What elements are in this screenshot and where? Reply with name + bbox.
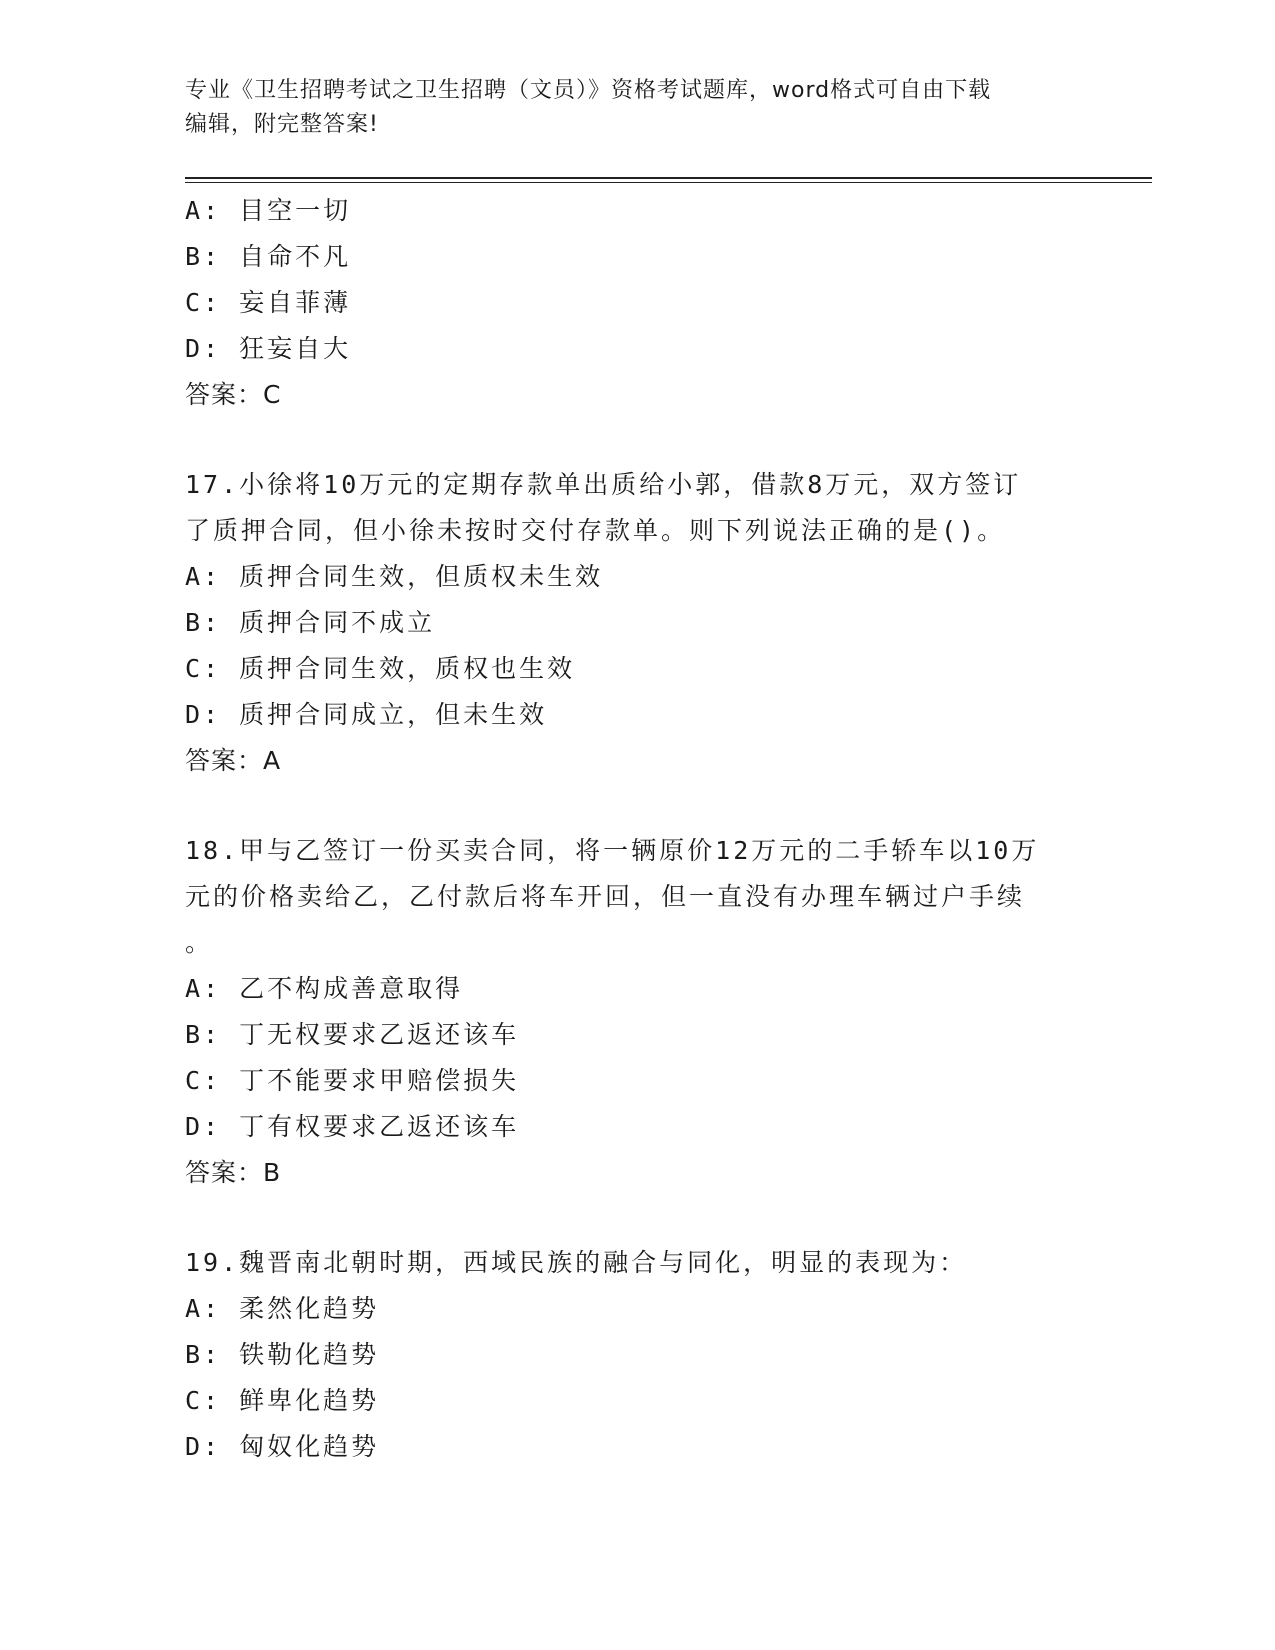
option-c: C: 质押合同生效，质权也生效: [185, 654, 576, 683]
option-c: C: 丁不能要求甲赔偿损失: [185, 1066, 520, 1095]
question-17: [185, 462, 1085, 784]
answer: 答案：B: [185, 1158, 282, 1187]
question-list: [185, 188, 1085, 1470]
document-header: [185, 74, 1085, 142]
option-b: B: 丁无权要求乙返还该车: [185, 1020, 520, 1049]
option-a: A: 柔然化趋势: [185, 1294, 380, 1323]
option-b: B: 铁勒化趋势: [185, 1340, 380, 1369]
question-text-line: 。: [185, 928, 214, 957]
answer: 答案：A: [185, 746, 282, 775]
question-text-line: 19.魏晋南北朝时期，西域民族的融合与同化，明显的表现为：: [185, 1248, 968, 1277]
question-16: [185, 188, 1085, 418]
answer: 答案：C: [185, 380, 282, 409]
question-19: [185, 1240, 1085, 1470]
option-c: C: 妄自菲薄: [185, 288, 352, 317]
option-d: D: 匈奴化趋势: [185, 1432, 380, 1461]
header-divider: [185, 177, 1152, 179]
option-a: A: 质押合同生效，但质权未生效: [185, 562, 604, 591]
option-c: C: 鲜卑化趋势: [185, 1386, 380, 1415]
header-line-1: 专业《卫生招聘考试之卫生招聘（文员）》资格考试题库，word格式可自由下载: [185, 78, 992, 103]
header-divider-thin: [185, 182, 1152, 183]
question-text-line: 18.甲与乙签订一份买卖合同，将一辆原价12万元的二手轿车以10万: [185, 836, 1040, 865]
option-d: D: 狂妄自大: [185, 334, 352, 363]
question-text-line: 了质押合同，但小徐未按时交付存款单。则下列说法正确的是()。: [185, 516, 1006, 545]
question-text-line: 17.小徐将10万元的定期存款单出质给小郭，借款8万元，双方签订: [185, 470, 1022, 499]
option-d: D: 丁有权要求乙返还该车: [185, 1112, 520, 1141]
option-a: A: 乙不构成善意取得: [185, 974, 464, 1003]
question-text-line: 元的价格卖给乙，乙付款后将车开回，但一直没有办理车辆过户手续: [185, 882, 1026, 911]
header-line-2: 编辑，附完整答案!: [185, 112, 379, 137]
option-b: B: 自命不凡: [185, 242, 352, 271]
option-b: B: 质押合同不成立: [185, 608, 436, 637]
option-d: D: 质押合同成立，但未生效: [185, 700, 548, 729]
option-a: A: 目空一切: [185, 196, 352, 225]
question-18: [185, 828, 1085, 1196]
